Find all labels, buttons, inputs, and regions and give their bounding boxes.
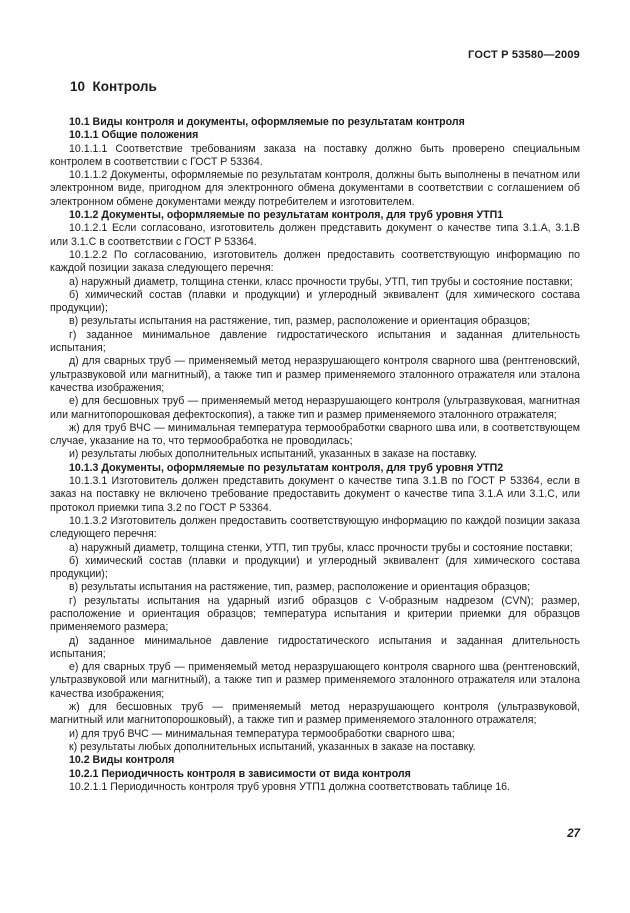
list-item: а) наружный диаметр, толщина стенки, класс прочности трубы, УТП, тип трубы и состояние поставки; (69, 275, 573, 288)
list-item: г) результаты испытания на ударный изгиб образцов с V-образным надрезом (CVN); размер, расположение и ориентация образцов; температура испытания и критерии приемки для образцов применяемого размера; (50, 594, 580, 634)
section-title: 10 Контроль (70, 79, 157, 94)
subsection-heading: 10.1.3 Документы, оформляемые по результатам контроля, для труб уровня УТП2 (69, 461, 504, 474)
paragraph: 10.1.3.2 Изготовитель должен предоставить соответствующую информацию по каждой позиции заказа следующего перечня: (50, 514, 580, 541)
paragraph: 10.1.2.2 По согласованию, изготовитель должен предоставить соответствующую информацию по каждой позиции заказа следующего перечня: (50, 248, 580, 275)
list-item: е) для сварных труб — применяемый метод неразрушающего контроля сварного шва (рентгеновский, ультразвуковой или магнитный), а также тип и размер применяемого эталонного отражателя или эталона качества изображения; (50, 661, 580, 700)
list-item: б) химический состав (плавки и продукции) и углеродный эквивалент (для химического состава продукции); (50, 554, 580, 581)
list-item: и) результаты любых дополнительных испытаний, указанных в заказе на поставку. (69, 448, 477, 461)
subsection-heading: 10.2.1 Периодичность контроля в зависимости от вида контроля (69, 767, 411, 780)
paragraph: 10.2.1.1 Периодичность контроля труб уровня УТП1 должна соответствовать таблице 16. (69, 780, 511, 793)
list-item: д) заданное минимальное давление гидростатического испытания и заданная длительность испытания; (50, 634, 580, 660)
page-number: 27 (567, 828, 580, 840)
list-item: к) результаты любых дополнительных испытаний, указанных в заказе на поставку. (69, 740, 476, 753)
list-item: и) для труб ВЧС — минимальная температура термообработки сварного шва; (69, 727, 455, 740)
subsection-heading: 10.1.1 Общие положения (69, 129, 199, 142)
list-item: в) результаты испытания на растяжение, тип, размер, расположение и ориентация образцов; (69, 581, 531, 594)
document-content (50, 78, 580, 794)
document-code-header: ГОСТ Р 53580—2009 (468, 49, 580, 61)
list-item: в) результаты испытания на растяжение, тип, размер, расположение и ориентация образцов; (69, 315, 531, 328)
subsection-heading: 10.1 Виды контроля и документы, оформляемые по результатам контроля (69, 116, 465, 128)
list-item: ж) для бесшовных труб — применяемый метод неразрушающего контроля (ультразвуковой, магнитный или магнитопорошковый), а также тип и размер применяемого эталонного отражателя; (50, 701, 580, 727)
paragraph: 10.1.1.1 Соответствие требованиям заказа на поставку должно быть проверено специальным контролем в соответствии с ГОСТ Р 53364. (50, 142, 580, 168)
list-item: б) химический состав (плавки и продукции) и углеродный эквивалент (для химического состава продукции); (50, 288, 580, 315)
paragraph: 10.1.1.2 Документы, оформляемые по результатам контроля, должны быть выполнены в печатном или электронном виде, пригодном для электронного обмена документами в соответствии с соглашением об электронном обмене документами между потребителем и изготовителем. (50, 169, 580, 208)
list-item: д) для сварных труб — применяемый метод неразрушающего контроля сварного шва (рентгеновский, ультразвуковой или магнитный), а также тип и размер применяемого эталонного отражателя или эталона качества изображения; (50, 355, 580, 394)
subsection-heading: 10.1.2 Документы, оформляемые по результатам контроля, для труб уровня УТП1 (69, 209, 504, 222)
paragraph: 10.1.2.1 Если согласовано, изготовитель должен представить документ о качестве типа 3.1.А, 3.1.В или 3.1.С в соответствии с ГОСТ Р 53364. (50, 222, 580, 248)
subsection-heading: 10.2 Виды контроля (69, 754, 175, 767)
list-item: г) заданное минимальное давление гидростатического испытания и заданная длительность испытания; (50, 328, 580, 355)
list-item: ж) для труб ВЧС — минимальная температура термообработки сварного шва или, в соответствующем случае, указание на то, что термообработка не проводилась; (50, 421, 580, 448)
list-item: а) наружный диаметр, толщина стенки, УТП, тип трубы, класс прочности трубы и состояние поставки; (69, 541, 573, 554)
list-item: е) для бесшовных труб — применяемый метод неразрушающего контроля (ультразвуковая, магнитная или магнитопорошковая дефектоскопия), а также тип и размер применяемого эталонного отражателя; (50, 395, 580, 421)
paragraph: 10.1.3.1 Изготовитель должен представить документ о качестве типа 3.1.В по ГОСТ Р 53364, если в заказ на поставку не включено требование предоставить документ о качестве типа 3.1.А или 3.1.С, или протокол приемки типа 3.2 по ГОСТ Р 53364. (50, 475, 580, 514)
